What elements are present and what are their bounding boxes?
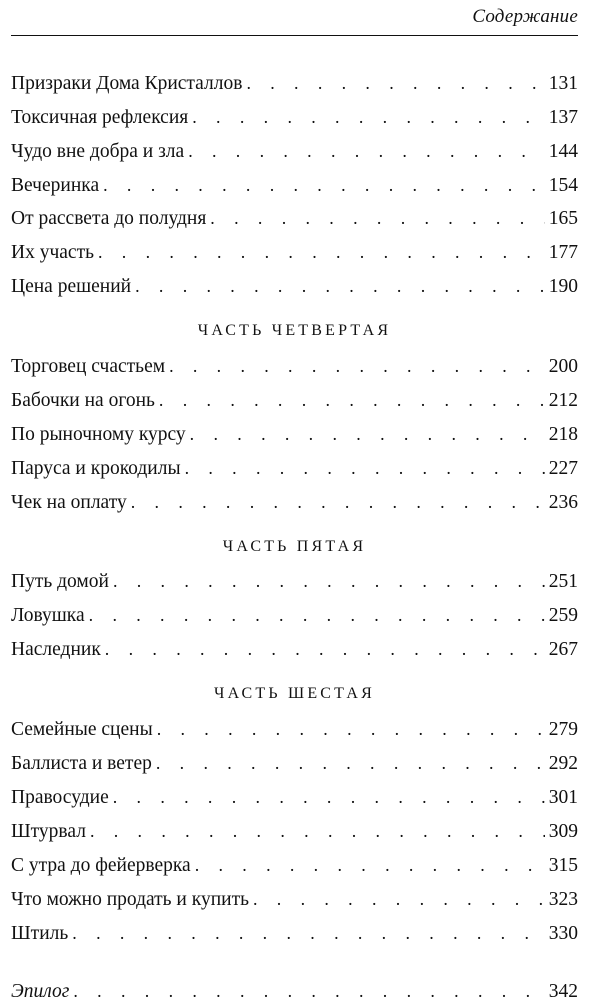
toc-entry[interactable] [11, 489, 578, 515]
toc-entry-page: 267 [548, 639, 578, 660]
toc-entry-page: 218 [548, 424, 578, 445]
toc-entry-page: 154 [548, 175, 578, 196]
toc-entry-page: 309 [548, 821, 578, 842]
toc-entry-page: 190 [548, 276, 578, 297]
dot-leader [89, 602, 545, 628]
toc-entry-title: Торговец счастьем [11, 356, 166, 377]
dot-leader [135, 273, 545, 299]
toc-entry-title: Цена решений [11, 276, 132, 297]
toc-entry-title: Штурвал [11, 821, 86, 842]
toc-entry[interactable] [11, 353, 578, 379]
toc-entry-page: 279 [548, 719, 578, 740]
toc-entry-title: Штиль [11, 923, 69, 944]
dot-leader [90, 818, 545, 844]
dot-leader [159, 387, 545, 413]
toc-entry[interactable] [11, 568, 578, 594]
toc-entry[interactable] [11, 455, 578, 481]
toc-entry-title: Бабочки на огонь [11, 390, 155, 411]
dot-leader [72, 920, 544, 946]
toc-entry-page: 292 [548, 753, 578, 774]
toc-entry-title: Призраки Дома Кристаллов [11, 73, 243, 94]
toc-entry-title: Токсичная рефлексия [11, 107, 189, 128]
toc-entry-title: Чудо вне добра и зла [11, 141, 185, 162]
toc-entry-page: 315 [548, 855, 578, 876]
toc-entry-title: Ловушка [11, 605, 85, 626]
dot-leader [157, 716, 545, 742]
toc-entry-title: Вечеринка [11, 175, 100, 196]
toc-entry[interactable] [11, 716, 578, 742]
dot-leader [190, 421, 545, 447]
part-heading: ЧАСТЬ ЧЕТВЕРТАЯ [197, 322, 392, 339]
toc-entry-page: 323 [548, 889, 578, 910]
dot-leader [156, 750, 545, 776]
dot-leader [188, 138, 545, 164]
dot-leader [113, 784, 545, 810]
toc-entry-epilogue[interactable] [11, 978, 578, 1004]
dot-leader [185, 455, 545, 481]
dot-leader [103, 172, 545, 198]
toc-entry[interactable] [11, 920, 578, 946]
toc-entry[interactable] [11, 104, 578, 130]
toc-entry-page: 165 [548, 208, 578, 229]
toc-entry[interactable] [11, 636, 578, 662]
dot-leader [195, 852, 545, 878]
toc-entry-title: Правосудие [11, 787, 109, 808]
dot-leader [98, 239, 545, 265]
toc-entry-title: Что можно продать и купить [11, 889, 249, 910]
toc-entry-title: Баллиста и ветер [11, 753, 152, 774]
toc-entry[interactable] [11, 886, 578, 912]
toc-entry[interactable] [11, 172, 578, 198]
toc-entry[interactable] [11, 818, 578, 844]
toc-entry-title: Семейные сцены [11, 719, 153, 740]
dot-leader [73, 978, 544, 1004]
toc-entry-title: Наследник [11, 639, 101, 660]
toc-entry[interactable] [11, 750, 578, 776]
toc-entry-page: 251 [548, 571, 578, 592]
toc-entry-title: По рыночному курсу [11, 424, 186, 445]
toc-entry-page: 227 [548, 458, 578, 479]
header-rule [11, 35, 578, 36]
toc-entry-title: От рассвета до полудня [11, 208, 207, 229]
dot-leader [246, 70, 544, 96]
toc-entry-page: 259 [548, 605, 578, 626]
toc-entry-page: 131 [548, 73, 578, 94]
toc-entry-title: Путь домой [11, 571, 109, 592]
dot-leader [192, 104, 545, 130]
toc-entry-page: 137 [548, 107, 578, 128]
toc-entry-title: Эпилог [11, 981, 70, 1002]
toc-entry-page: 212 [548, 390, 578, 411]
running-head: Содержание [472, 6, 578, 27]
toc-entry-title: Паруса и крокодилы [11, 458, 181, 479]
toc-entry[interactable] [11, 784, 578, 810]
dot-leader [169, 353, 545, 379]
part-heading: ЧАСТЬ ШЕСТАЯ [214, 685, 375, 702]
dot-leader [210, 205, 544, 231]
toc-entry-title: Их участь [11, 242, 94, 263]
toc-entry[interactable] [11, 602, 578, 628]
toc-entry[interactable] [11, 239, 578, 265]
dot-leader [105, 636, 545, 662]
toc-entry[interactable] [11, 852, 578, 878]
dot-leader [131, 489, 545, 515]
toc-entry-page: 301 [548, 787, 578, 808]
toc-entry-title: Чек на оплату [11, 492, 127, 513]
toc-entry-page: 330 [548, 923, 578, 944]
toc-entry-page: 177 [548, 242, 578, 263]
dot-leader [253, 886, 545, 912]
toc-entry[interactable] [11, 70, 578, 96]
toc-entry[interactable] [11, 421, 578, 447]
toc-entry-title: С утра до фейерверка [11, 855, 191, 876]
part-heading: ЧАСТЬ ПЯТАЯ [222, 538, 367, 555]
toc-entry[interactable] [11, 273, 578, 299]
toc-entry-page: 200 [548, 356, 578, 377]
toc-entry-page: 236 [548, 492, 578, 513]
dot-leader [113, 568, 545, 594]
toc-entry-page: 342 [548, 981, 578, 1002]
toc-entry[interactable] [11, 387, 578, 413]
toc-entry[interactable] [11, 205, 578, 231]
toc-entry-page: 144 [548, 141, 578, 162]
toc-entry[interactable] [11, 138, 578, 164]
